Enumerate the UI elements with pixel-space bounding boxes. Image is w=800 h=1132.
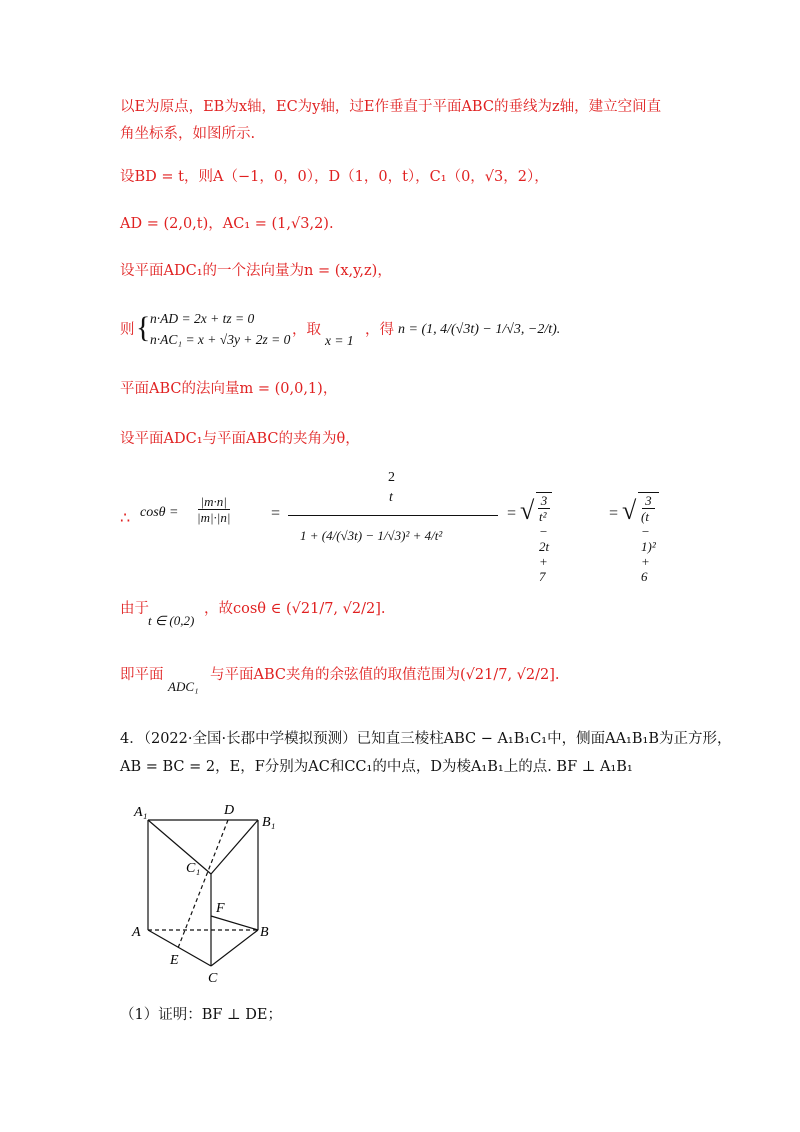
- text-line-coordinate-system: 角坐标系，如图所示.: [120, 126, 256, 142]
- since-range: t ∈ (0,2): [148, 613, 195, 628]
- cosine-formula: ∴ cosθ = $\frac{|m\cdot n|}{|m|\cdot|n|}$ = 2 t 1 + (4/(√3t) − 1/√3)² + 4/t² = √ $\frac{3}{\text{t² − 2t + 7}}$ = √ $\frac{3}{\text{(t − 1)² + 6}}$: [120, 470, 680, 570]
- equals-3: =: [608, 505, 619, 522]
- sqrt2-numerator: 3: [642, 493, 655, 509]
- question-4-part-1: （1）证明：BF ⊥ DE；: [120, 1007, 283, 1023]
- label-A1: A₁: [134, 805, 148, 820]
- since-result: ，故cosθ ∈ (√21/7, √2/2].: [204, 601, 386, 617]
- label-C1: C₁: [186, 861, 201, 876]
- equals-2: =: [506, 505, 517, 522]
- fraction-m-n: [194, 494, 233, 525]
- text-line-angle: 设平面ADC₁与平面ABC的夹角为θ，: [120, 431, 360, 447]
- central-fraction: [288, 470, 498, 570]
- label-E: E: [170, 953, 179, 968]
- cos-theta: cosθ =: [140, 505, 179, 520]
- conclusion-result: 与平面ABC夹角的余弦值的取值范围为(√21/7, √2/2].: [210, 667, 560, 683]
- question-4-statement: 4．（2022·全国·长郡中学模拟预测）已知直三棱柱ABC − A₁B₁C₁中，侧面AA₁B₁B为正方形，: [120, 731, 732, 747]
- text-line-vectors: AD = (2,0,t)，AC₁ = (1,√3,2).: [120, 216, 334, 232]
- equation-system-line: [120, 308, 700, 352]
- then-label: 则: [120, 322, 135, 338]
- since-line: [120, 594, 700, 634]
- fraction-m-n-denominator: |m|·|n|: [197, 510, 231, 525]
- label-B1: B₁: [262, 815, 276, 830]
- take-value: x = 1: [325, 333, 354, 348]
- take-label: ，取: [292, 322, 321, 338]
- question-4-conditions: AB = BC = 2，E，F分别为AC和CC₁的中点，D为棱A₁B₁上的点. BF ⊥ A₁B₁: [120, 759, 633, 775]
- fraction-m-n-numerator: |m·n|: [198, 494, 230, 510]
- central-fraction-bar: [288, 515, 498, 516]
- conclusion-prefix: 即平面: [120, 667, 164, 683]
- equation-2: n·AC₁ = x + √3y + 2z = 0: [150, 332, 291, 347]
- get-label: ，得: [365, 322, 394, 338]
- label-B: B: [260, 925, 269, 940]
- sqrt1-denominator: t² − 2t + 7: [539, 509, 550, 584]
- label-C: C: [208, 971, 218, 984]
- brace: {: [136, 311, 151, 344]
- text-line-points: 设BD = t，则A（−1，0，0），D（1，0，t），C₁（0，√3，2），: [120, 169, 549, 185]
- since-label: 由于: [120, 601, 149, 617]
- therefore-symbol: ∴: [120, 508, 131, 527]
- sqrt1-numerator: 3: [538, 493, 551, 509]
- sqrt2-denominator: (t − 1)² + 6: [641, 509, 656, 584]
- conclusion-line: [120, 656, 700, 696]
- normal-vector-result: n = (1, 4/(√3t) − 1/√3, −2/t).: [398, 322, 561, 337]
- equals-1: =: [270, 505, 281, 522]
- text-line-abc-normal: 平面ABC的法向量m = (0,0,1)，: [120, 381, 338, 397]
- text-line-origin: 以E为原点，EB为x轴，EC为y轴，过E作垂直于平面ABC的垂线为z轴，建立空间直: [120, 99, 662, 115]
- conclusion-plane: ADC₁: [168, 679, 199, 694]
- central-numerator-t: t: [389, 490, 393, 505]
- central-numerator-2: 2: [388, 470, 395, 485]
- label-D: D: [224, 803, 235, 818]
- prism-figure: [118, 798, 288, 984]
- text-line-normal-vector: 设平面ADC₁的一个法向量为n = (x,y,z)，: [120, 263, 392, 279]
- equation-1: n·AD = 2x + tz = 0: [150, 311, 255, 326]
- label-A: A: [132, 925, 141, 940]
- central-denominator: 1 + (4/(√3t) − 1/√3)² + 4/t²: [300, 528, 443, 543]
- label-F: F: [216, 901, 225, 916]
